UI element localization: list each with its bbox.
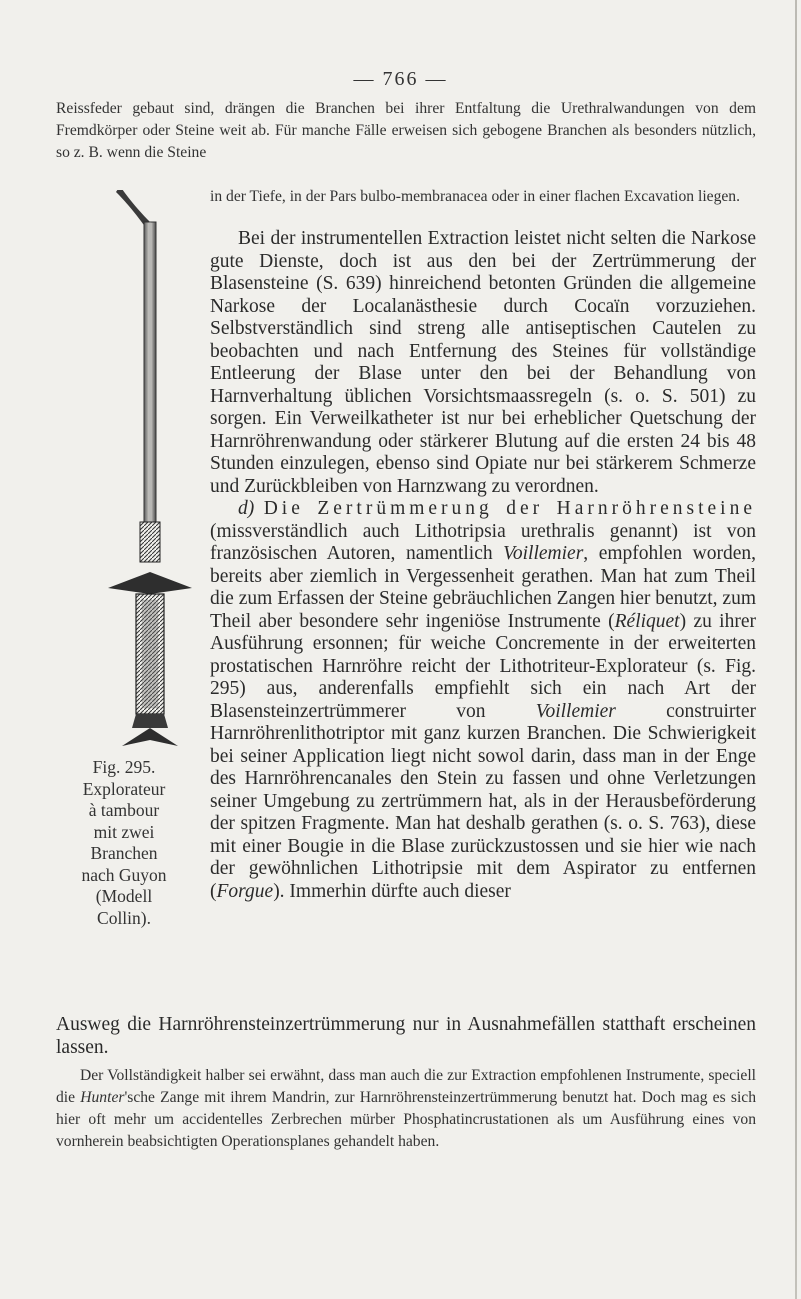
caption-line: Explorateur bbox=[82, 778, 166, 799]
author-name: Voillemier bbox=[503, 543, 584, 564]
caption-line: mit zwei bbox=[93, 821, 155, 842]
page-number: — 766 — bbox=[353, 68, 448, 90]
paragraph-zertruemmerung bbox=[210, 498, 756, 903]
text-run: (missverständlich auch Lithotripsia urethralis genannt) ist von französischen Autoren, namentlich bbox=[210, 520, 756, 564]
author-name: Hunter bbox=[80, 1089, 125, 1106]
main-text-column bbox=[210, 228, 756, 903]
text-run: Der Vollständigkeit halber sei erwähnt, dass man auch die zur Extraction empfohlenen Instrumente, speciell die bbox=[56, 1067, 756, 1106]
caption-line: Branchen bbox=[90, 843, 158, 863]
author-name: Forgue bbox=[216, 880, 274, 902]
text-run: ). Immerhin dürfte auch dieser bbox=[273, 880, 511, 902]
text-run: ) zu ihrer Ausführung ersonnen; für weiche Concremente in der erweiterten prostatischen Harnröhre reicht der Lithotriteur-Explorateur (s. Fig. 295) aus, anderenfalls empfiehlt sich ein nach Art der Blasensteinzertrümmerer von bbox=[210, 610, 756, 722]
paragraph-tail: Ausweg die Harnröhrensteinzertrümmerung nur in Ausnahmefällen statthaft erscheinen lassen. bbox=[56, 1014, 756, 1058]
caption-line: à tambour bbox=[88, 800, 160, 820]
caption-line: (Modell bbox=[95, 886, 153, 906]
author-name: Réliquet bbox=[614, 610, 680, 632]
text-run: construirter Harnröhrenlithotriptor mit ganz kurzen Branchen. Die Schwierigkeit bei seiner Application liegt nicht sowol darin, dass man in der Enge des Harnröhrencanales den Stein zu fassen und ohne Verletzungen seiner Umgebung zu zertrümmern hat, als in der Herausbeförderung der spitzen Fragmente. Man hat deshalb gerathen (s. o. S. 763), diese mit einer Bougie in die Blase zurückzustossen und sie hier wie nach der gewöhnlichen Lithotripsie mit dem Aspirator zu entfernen ( bbox=[210, 700, 756, 902]
figure-caption bbox=[50, 757, 198, 929]
caption-line: Fig. 295. bbox=[92, 757, 156, 777]
author-name: Voillemier bbox=[535, 700, 616, 722]
caption-line: nach Guyon bbox=[81, 864, 167, 885]
footnote-paragraph bbox=[56, 1065, 756, 1153]
page-edge bbox=[795, 0, 797, 1299]
explorateur-instrument-engraving bbox=[100, 190, 200, 760]
caption-line: Collin). bbox=[97, 907, 151, 928]
intro-text-indented: in der Tiefe, in der Pars bulbo-membranacea oder in einer flachen Excavation liegen. bbox=[210, 188, 740, 205]
section-heading: Die Zertrümmerung der Harnröhrensteine bbox=[263, 498, 756, 519]
section-label: d) bbox=[238, 498, 255, 519]
intro-text: Reissfeder gebaut sind, drängen die Branchen bei ihrer Entfaltung die Urethralwandungen von dem Fremdkörper oder Steine weit ab. Für manche Fälle erweisen sich gebogene Branchen als besonders nützlich, so z. B. wenn die Steine bbox=[56, 100, 756, 161]
text-run: 'sche Zange mit ihrem Mandrin, zur Harnröhrensteinzertrümmerung benutzt hat. Doch mag es sich hier oft mehr um accidentelles Zerbrechen mürber Phosphatincrustationen als um Ausführung eines von vornherein beabsichtigten Operationsplanes gehandelt haben. bbox=[56, 1089, 756, 1150]
paragraph-narkose: Bei der instrumentellen Extraction leistet nicht selten die Narkose gute Dienste, doch ist aus den bei der Zertrümmerung der Blasensteine (S. 639) hinreichend betonten Gründen die allgemeine Narkose der Localanästhesie durch Cocaïn vorzuziehen. Selbstverständlich sind streng alle antiseptischen Cautelen zu beobachten und nach Entfernung des Steines für vollständige Entleerung der Blase unter den bei der Behandlung von Harnverhaltung üblichen Vorsichtsmaassregeln (s. o. S. 501) zu sorgen. Ein Verweilkatheter ist nur bei erheblicher Quetschung der Harnröhrenwandung oder stärkerer Blutung auf die ersten 24 bis 48 Stunden einzulegen, ebenso sind Opiate nur bei stärkerem Schmerze und Zurückbleiben von Harnzwang zu verordnen. bbox=[210, 228, 756, 497]
text-run: , empfohlen worden, bereits aber ziemlich in Vergessenheit gerathen. Man hat zum Theil die zum Erfassen der Steine gebräuchlichen Zangen hier benutzt, zum Theil aber besondere sehr ingeniöse Instrumente ( bbox=[210, 543, 756, 632]
